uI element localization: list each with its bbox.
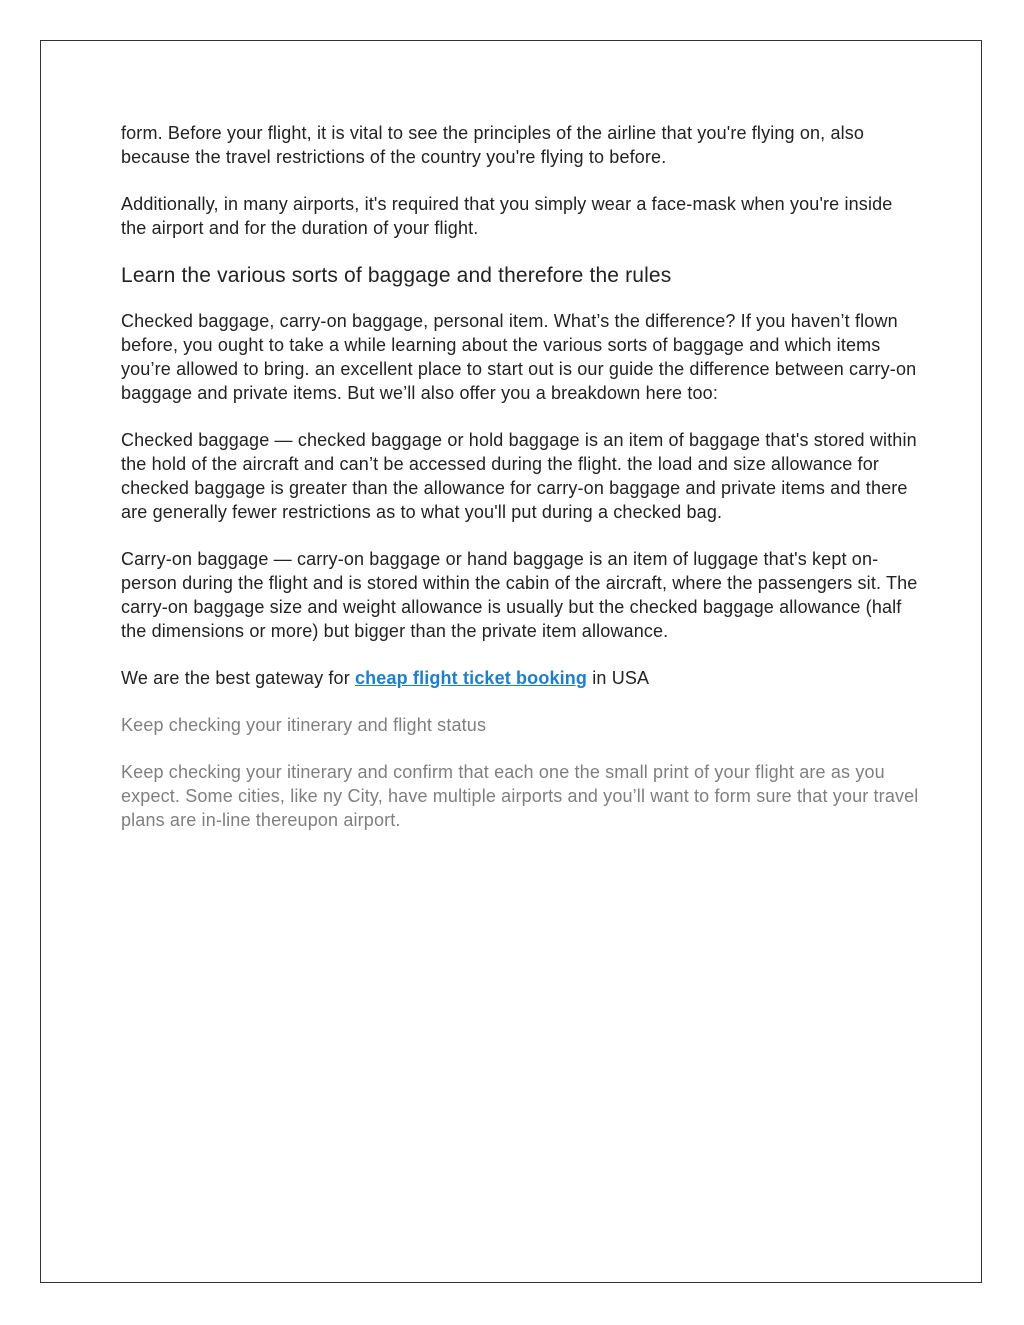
heading-itinerary: Keep checking your itinerary and flight status — [121, 715, 487, 735]
heading-baggage-rules: Learn the various sorts of baggage and therefore the rules — [121, 264, 672, 287]
promo-text-after: in USA — [587, 668, 650, 688]
cheap-flight-booking-link[interactable]: cheap flight ticket booking — [355, 668, 588, 688]
paragraph-baggage-types: Checked baggage, carry-on baggage, personal item. What’s the difference? If you haven’t flown before, you ought to take a while learning about the various sorts of baggage and which items you’re allowed to bring. an excellent place to start out is our guide the difference between carry-on baggage and private items. But we’ll also offer you a breakdown here too: — [121, 311, 917, 403]
paragraph-airline-rules: form. Before your flight, it is vital to see the principles of the airline that you're flying on, also because the travel restrictions of the country you're flying to before. — [121, 123, 865, 167]
document-page — [40, 40, 982, 1283]
paragraph-face-mask: Additionally, in many airports, it's required that you simply wear a face-mask when you're inside the airport and for the duration of your flight. — [121, 194, 893, 238]
paragraph-promo — [121, 666, 921, 690]
promo-text-before: We are the best gateway for — [121, 668, 355, 688]
document-body — [121, 121, 921, 855]
paragraph-itinerary: Keep checking your itinerary and confirm that each one the small print of your flight are as you expect. Some cities, like ny City, have multiple airports and you’ll want to form sure that your travel plans are in-line thereupon airport. — [121, 762, 919, 830]
paragraph-checked-baggage: Checked baggage — checked baggage or hold baggage is an item of baggage that's stored within the hold of the aircraft and can’t be accessed during the flight. the load and size allowance for checked baggage is greater than the allowance for carry-on baggage and private items and there are generally fewer restrictions as to what you'll put during a checked bag. — [121, 430, 917, 522]
paragraph-carry-on-baggage: Carry-on baggage — carry-on baggage or hand baggage is an item of luggage that's kept on-person during the flight and is stored within the cabin of the aircraft, where the passengers sit. The carry-on baggage size and weight allowance is usually but the checked baggage allowance (half the dimensions or more) but bigger than the private item allowance. — [121, 549, 918, 641]
